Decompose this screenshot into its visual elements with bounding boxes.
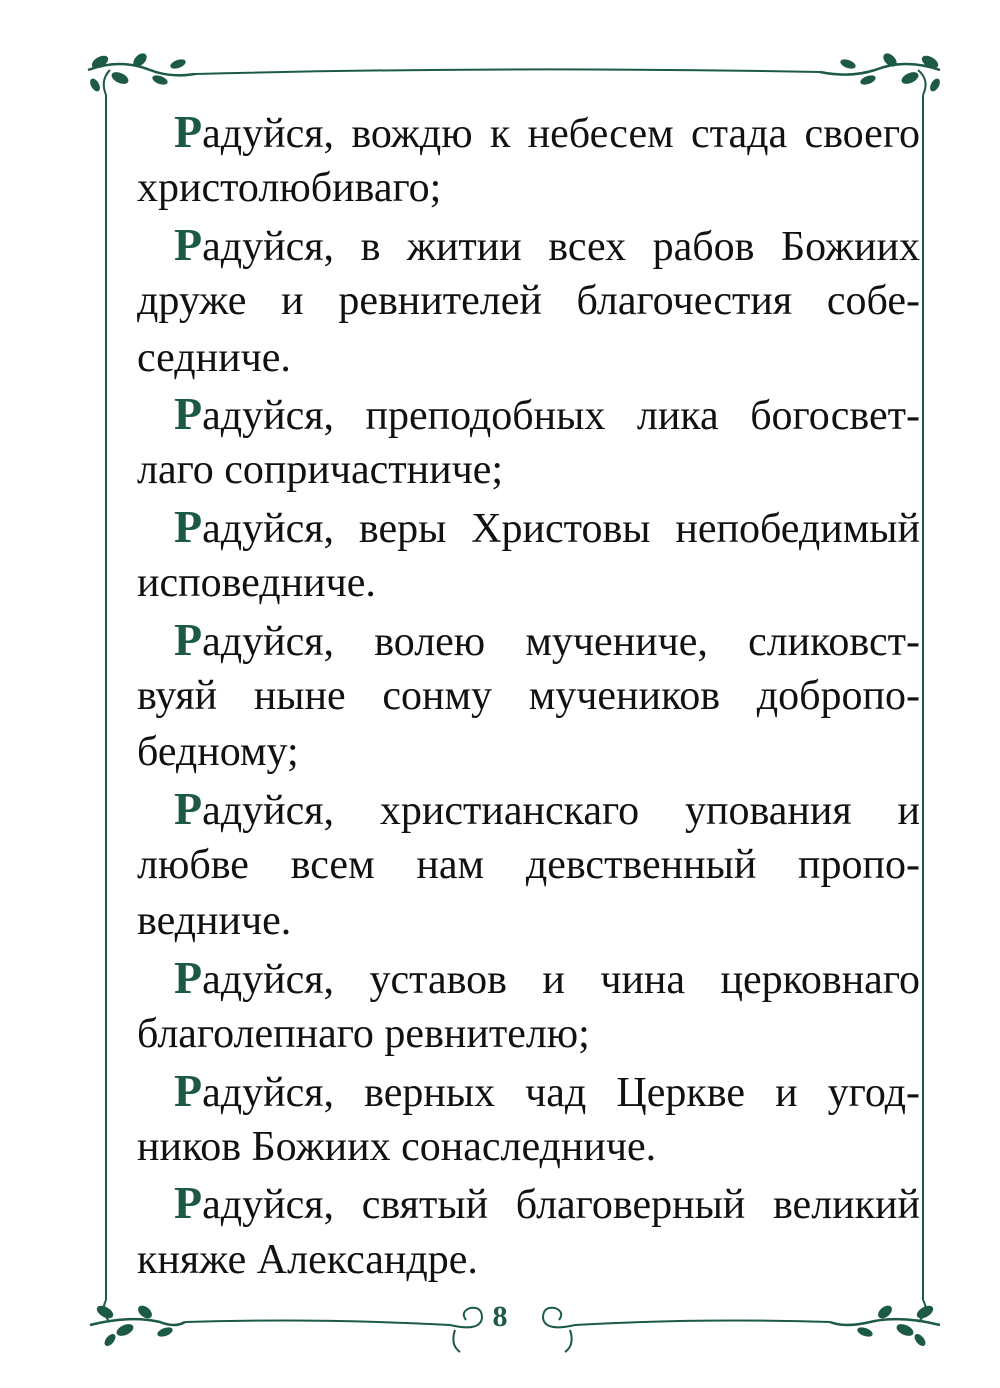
stanza	[137, 104, 920, 217]
stanza	[137, 1175, 920, 1288]
drop-initial: Р	[174, 951, 203, 1003]
stanza	[137, 950, 920, 1063]
text-line: ведниче.	[137, 898, 292, 945]
drop-initial: Р	[174, 613, 203, 665]
drop-initial: Р	[174, 218, 203, 270]
stanza	[137, 386, 920, 499]
stanza	[137, 612, 920, 781]
text-line: любве всем нам девственный пропо-	[137, 842, 920, 889]
text-line: Радуйся, святый благоверный великий	[174, 1177, 920, 1229]
text-line: Радуйся, христианскаго упования и	[174, 782, 920, 834]
drop-initial: Р	[174, 387, 203, 439]
stanza	[137, 217, 920, 386]
text-line: друже и ревнителей благочестия собе-	[137, 278, 920, 325]
text-line: благолепнаго ревнителю;	[137, 1011, 590, 1058]
text-line: бедному;	[137, 729, 299, 776]
text-line: Радуйся, уставов и чина церковнаго	[174, 951, 920, 1003]
text-line: Радуйся, волею мучениче, сликовст-	[174, 613, 920, 665]
stanza	[137, 1063, 920, 1176]
stanza	[137, 781, 920, 950]
drop-initial: Р	[174, 1177, 203, 1229]
stanza	[137, 499, 920, 612]
text-line: княже Александре.	[137, 1236, 478, 1283]
text-line: Радуйся, вождю к небесем стада своего	[174, 106, 920, 157]
page-text	[137, 104, 920, 1288]
page-number: 8	[492, 1300, 508, 1333]
drop-initial: Р	[174, 1064, 203, 1116]
drop-initial: Р	[174, 106, 203, 157]
drop-initial: Р	[174, 500, 203, 552]
text-line: лаго сопричастниче;	[137, 447, 504, 494]
text-line: Радуйся, преподобных лика богосвет-	[174, 387, 920, 439]
text-line: ников Божиих сонаследниче.	[137, 1124, 657, 1171]
text-line: Радуйся, веры Христовы непобедимый	[174, 500, 920, 552]
text-line: вуяй ныне сонму мучеников добропо-	[137, 672, 920, 719]
text-line: Радуйся, в житии всех рабов Божиих	[174, 218, 920, 270]
text-line: исповедниче.	[137, 560, 376, 607]
text-line: христолюбиваго;	[137, 165, 442, 212]
text-line: Радуйся, верных чад Церкве и угод-	[174, 1064, 920, 1116]
text-line: седниче.	[137, 334, 291, 381]
drop-initial: Р	[174, 782, 203, 834]
